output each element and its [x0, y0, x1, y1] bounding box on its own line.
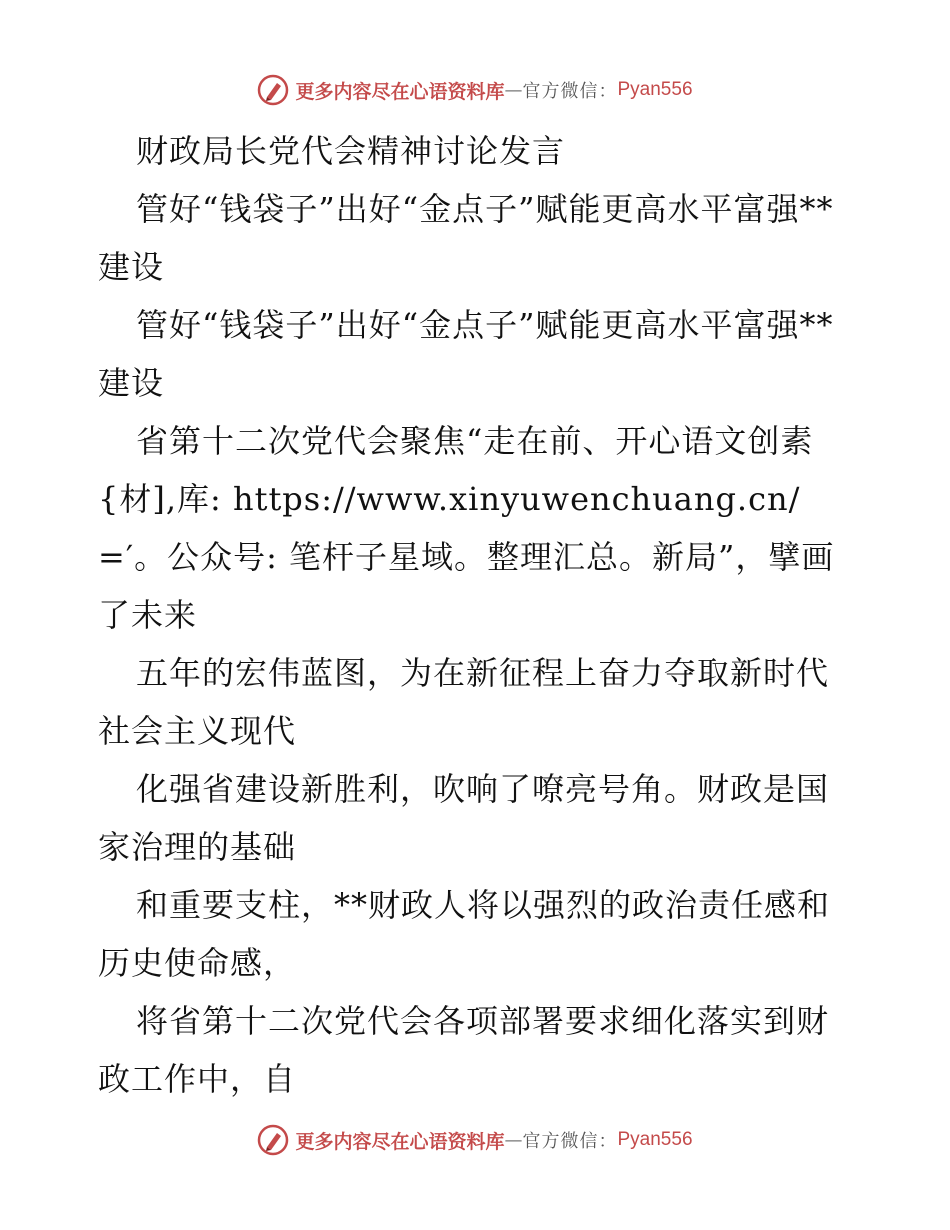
footer-banner	[0, 1120, 950, 1160]
banner-separator: —	[504, 1129, 523, 1151]
subtitle-paragraph-repeat: 管好“钱袋子”出好“金点子”赋能更高水平富强**建设	[98, 306, 834, 402]
banner-separator: —	[504, 79, 523, 101]
body-paragraph: 将省第十二次党代会各项部署要求细化落实到财政工作中，自	[98, 1002, 830, 1098]
body-paragraph: 化强省建设新胜利，吹响了嘹亮号角。财政是国家治理的基础	[98, 770, 830, 866]
subtitle-paragraph: 管好“钱袋子”出好“金点子”赋能更高水平富强**建设	[98, 190, 834, 286]
banner-wechat-label: 官方微信：	[522, 1131, 618, 1152]
banner-main-text: 更多内容尽在心语资料库	[295, 80, 505, 103]
document-body	[98, 122, 858, 1108]
banner-wechat-id: Pyan556	[617, 79, 693, 100]
banner-main-text: 更多内容尽在心语资料库	[295, 1130, 505, 1153]
body-paragraph: 五年的宏伟蓝图，为在新征程上奋力夺取新时代社会主义现代	[98, 654, 830, 750]
pen-logo-icon	[257, 74, 289, 106]
document-title: 财政局长党代会精神讨论发言	[136, 132, 566, 170]
banner-wechat-id: Pyan556	[617, 1129, 693, 1150]
pen-logo-icon	[257, 1124, 289, 1156]
header-banner	[0, 70, 950, 110]
body-paragraph: 和重要支柱，**财政人将以强烈的政治责任感和历史使命感，	[98, 886, 831, 982]
body-paragraph: 省第十二次党代会聚焦“走在前、开心语文创素{材],库: https://www.xinyuwenchuang.cn/=′。公众号: 笔杆子星域。整理汇总。新局”，擘画了未来	[98, 422, 835, 634]
banner-wechat-label: 官方微信：	[522, 81, 618, 102]
